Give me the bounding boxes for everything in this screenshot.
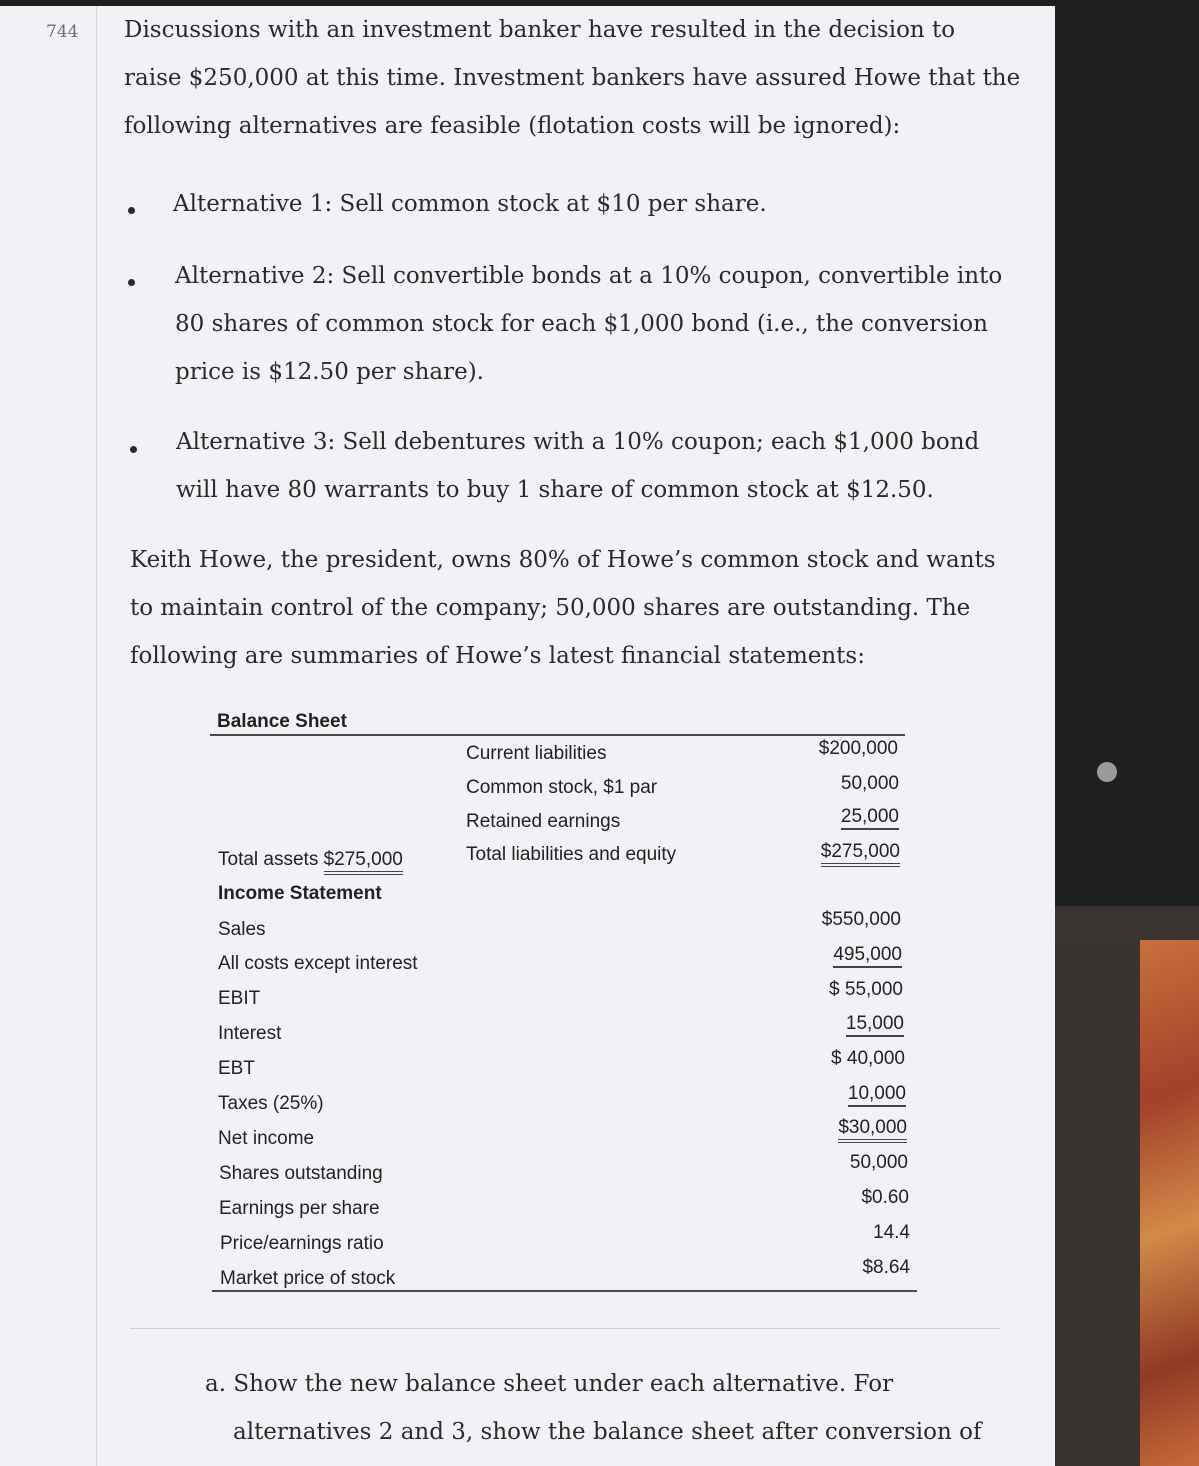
income-statement-title: Income Statement [218, 883, 382, 904]
is-value [754, 1013, 904, 1035]
camera-dot [1097, 762, 1117, 782]
intro-line: following alternatives are feasible (flotation costs will be ignored): [124, 113, 901, 139]
alternative-line: 80 shares of common stock for each $1,000 bond (i.e., the conversion [175, 311, 988, 337]
bs-value-text: 25,000 [841, 806, 899, 830]
total-assets-label: Total assets [218, 849, 319, 870]
keith-line: Keith Howe, the president, owns 80% of Howe’s common stock and wants [130, 547, 996, 573]
alternative-line: price is $12.50 per share). [175, 359, 484, 385]
is-label: EBT [218, 1058, 255, 1079]
bs-label: Common stock, $1 par [466, 777, 658, 798]
is-value: $550,000 [821, 909, 901, 930]
table-bottom-rule [212, 1290, 917, 1292]
is-value-text: 495,000 [833, 944, 902, 968]
table-top-rule [210, 734, 905, 736]
alternative-3 [176, 418, 979, 514]
question-line: alternatives 2 and 3, show the balance sheet after conversion of [233, 1419, 982, 1445]
bs-value [749, 806, 899, 828]
is-label: Net income [218, 1128, 315, 1149]
is-value-text: 15,000 [846, 1013, 904, 1037]
is-value-text: $30,000 [838, 1117, 907, 1143]
document-page [0, 6, 1055, 1466]
bullet-icon [128, 279, 135, 286]
intro-line: Discussions with an investment banker have resulted in the decision to [124, 17, 956, 43]
alternative-2 [175, 252, 1002, 396]
is-label: Interest [218, 1023, 282, 1044]
page-number: 744 [46, 22, 79, 42]
bs-label: Current liabilities [466, 743, 607, 764]
bs-label: Retained earnings [466, 811, 621, 832]
keith-line: following are summaries of Howe’s latest financial statements: [130, 643, 865, 669]
intro-paragraph [124, 6, 1020, 150]
bs-value: 50,000 [840, 773, 899, 794]
bullet-icon [128, 207, 135, 214]
balance-sheet-title: Balance Sheet [217, 711, 347, 732]
bs-value: $200,000 [818, 738, 898, 759]
is-value [757, 1117, 907, 1139]
bullet-icon [130, 446, 137, 453]
is-value: $ 40,000 [831, 1048, 905, 1069]
total-assets-value: $275,000 [324, 849, 403, 875]
is-label: Earnings per share [219, 1198, 380, 1219]
is-label: All costs except interest [218, 953, 418, 974]
is-label: Sales [218, 919, 266, 940]
is-label: Market price of stock [220, 1268, 396, 1289]
is-label: Shares outstanding [219, 1163, 383, 1184]
is-value [752, 944, 902, 966]
keith-paragraph [130, 536, 996, 680]
is-value [756, 1083, 906, 1105]
is-value: 50,000 [849, 1152, 908, 1173]
bs-value-text: $275,000 [821, 841, 900, 867]
alternative-line: Alternative 3: Sell debentures with a 10% coupon; each $1,000 bond [176, 429, 980, 455]
is-label: Price/earnings ratio [220, 1233, 384, 1254]
is-value: $0.60 [861, 1187, 909, 1208]
section-divider [130, 1328, 1000, 1329]
bs-label: Total liabilities and equity [466, 844, 677, 865]
alternative-1 [173, 180, 767, 228]
bs-value [750, 841, 900, 863]
alternative-line: Alternative 2: Sell convertible bonds at a 10% coupon, convertible into [175, 263, 1003, 289]
background-fabric [1140, 940, 1199, 1466]
is-value: 14.4 [873, 1222, 910, 1243]
total-assets [218, 849, 403, 871]
is-value-text: 10,000 [848, 1083, 906, 1107]
device-bezel [1055, 6, 1199, 906]
is-label: Taxes (25%) [218, 1093, 324, 1114]
is-label: EBIT [218, 988, 261, 1009]
page-gutter [0, 6, 97, 1466]
keith-line: to maintain control of the company; 50,000 shares are outstanding. The [130, 595, 971, 621]
is-value: $ 55,000 [829, 979, 903, 1000]
alternative-line: Alternative 1: Sell common stock at $10 per share. [173, 191, 767, 217]
alternative-line: will have 80 warrants to buy 1 share of common stock at $12.50. [176, 477, 934, 503]
is-value: $8.64 [862, 1257, 910, 1278]
intro-line: raise $250,000 at this time. Investment bankers have assured Howe that the [124, 65, 1021, 91]
question-line: a. Show the new balance sheet under each alternative. For [205, 1371, 894, 1397]
